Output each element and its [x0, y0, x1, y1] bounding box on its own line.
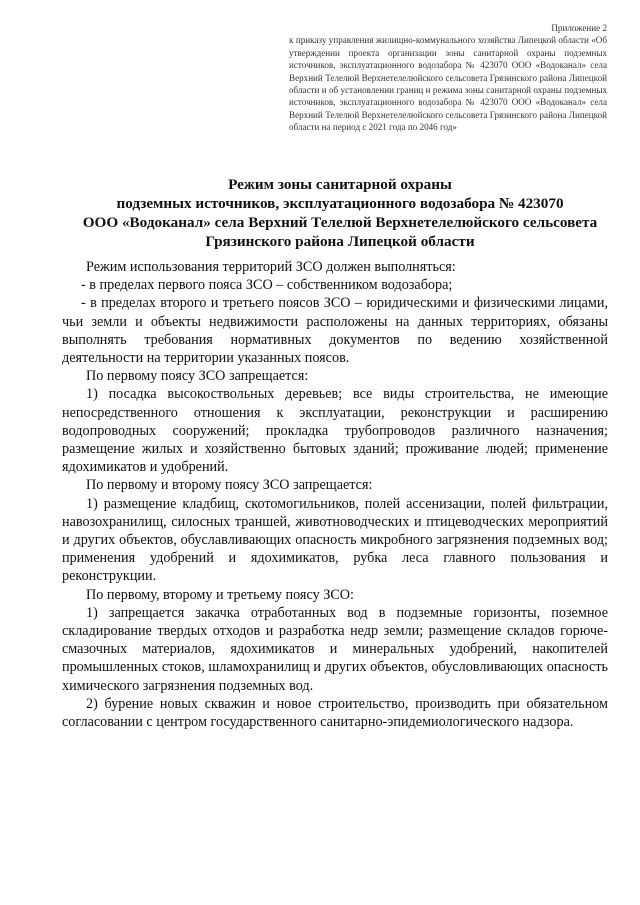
title-line-1: Режим зоны санитарной охраны	[228, 176, 452, 193]
paragraph-second-third-belt: - в пределах второго и третьего поясов ЗСО – юридическими и физическими лицами, чьи земли и объекты недвижимости расположены на данных территориях, обязаны выполнять требования нормативных документов по ведению хозяйственной деятельности на территории указанных поясов.	[62, 295, 608, 367]
paragraph-first-belt-item-1: 1) посадка высокоствольных деревьев; все виды строительства, не имеющие непосредственного отношения к эксплуатации, реконструкции и расширению водопроводных сооружений; прокладка трубопроводов различного назначения; размещение жилых и хозяйственно бытовых зданий; проживание людей; применение ядохимикатов и удобрений.	[62, 386, 608, 476]
paragraph-first-belt-owner: - в пределах первого пояса ЗСО – собственником водозабора;	[81, 277, 453, 294]
paragraph-all-belts-heading: По первому, второму и третьему поясу ЗСО:	[86, 586, 354, 603]
paragraph-first-belt-heading: По первому поясу ЗСО запрещается:	[86, 368, 309, 385]
appendix-text: к приказу управления жилищно-коммунального хозяйства Липецкой области «Об утверждении проекта организации зоны санитарной охраны подземных источников, эксплуатационного водозабора № 423070 ООО «Водоканал» села Верхний Телелюй Верхнетелелюйского сельсовета Грязинского района Липецкой области и об установлении границ и режима зоны санитарной охраны подземных источников, эксплуатационного водозабора № 423070 ООО «Водоканал» села Верхний Телелюй Верхнетелелюйского сельсовета Грязинского района Липецкой области на период с 2021 года по 2046 год»	[289, 35, 607, 133]
document-body	[62, 258, 608, 731]
title-line-3: ООО «Водоканал» села Верхний Телелюй Верхнетелелюйского сельсовета	[82, 214, 598, 231]
paragraph-all-belts-item-2: 2) бурение новых скважин и новое строительство, производить при обязательном согласовании с центром государственного санитарно-эпидемиологического надзора.	[62, 695, 608, 731]
paragraph-intro: Режим использования территорий ЗСО должен выполняться:	[86, 259, 456, 275]
title-line-4: Грязинского района Липецкой области	[205, 233, 475, 250]
appendix-block	[289, 22, 607, 134]
title-line-2: подземных источников, эксплуатационного водозабора № 423070	[116, 195, 564, 212]
appendix-label: Приложение 2	[551, 23, 607, 33]
paragraph-all-belts-item-1: 1) запрещается закачка отработанных вод в подземные горизонты, поземное складирование твердых отходов и разработка недр земли; размещение складов горюче-смазочных материалов, ядохимикатов и минеральных удобрений, накопителей промышленных стоков, шламохранилищ и других объектов, обусловливающих опасность химического загрязнения подземных вод.	[62, 604, 608, 694]
paragraph-first-second-item-1: 1) размещение кладбищ, скотомогильников, полей ассенизации, полей фильтрации, навозохранилищ, силосных траншей, животноводческих и птицеводческих мероприятий и других объектов, обуславливающих опасность микробного загрязнения подземных вод; применения удобрений и ядохимикатов, рубка леса главного пользования и реконструкции.	[62, 495, 608, 585]
document-title	[40, 175, 640, 251]
paragraph-first-second-heading: По первому и второму поясу ЗСО запрещается:	[86, 477, 373, 494]
